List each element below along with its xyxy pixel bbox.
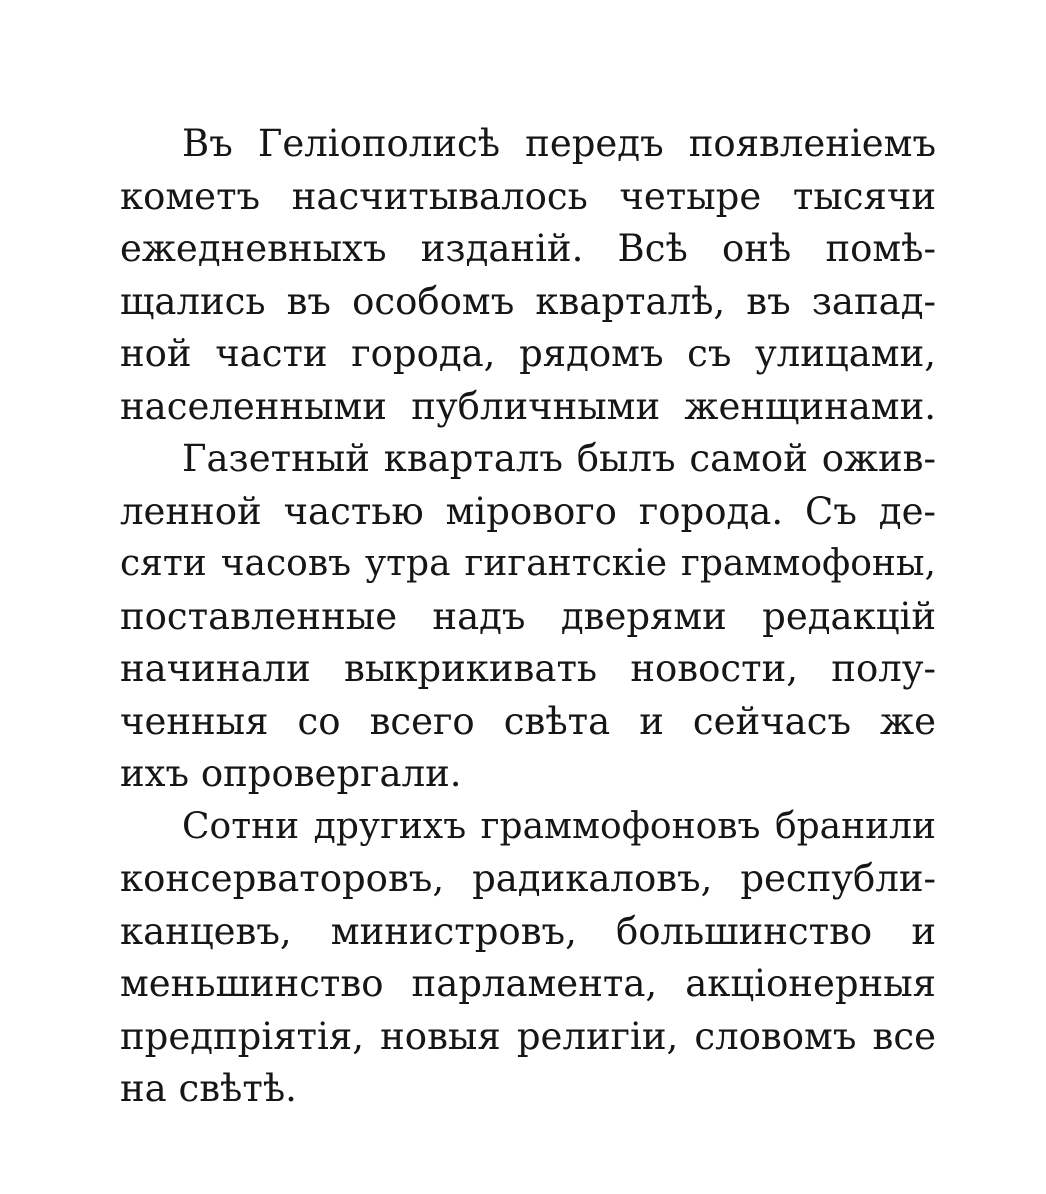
text-line: канцевъ, министровъ, большинство и <box>120 909 936 953</box>
text-line: ленной частью мірового города. Съ де- <box>120 489 936 533</box>
paragraph-1 <box>120 118 936 433</box>
text-line: Въ Геліополисѣ передъ появленіемъ <box>182 122 936 165</box>
text-line: консерваторовъ, радикаловъ, республи- <box>120 857 936 900</box>
text-line: щались въ особомъ кварталѣ, въ запад- <box>120 279 936 323</box>
text-line: начинали выкрикивать новости, полу- <box>120 647 936 690</box>
text-line: ежедневныхъ изданій. Всѣ онѣ помѣ- <box>120 227 936 270</box>
text-line: ной части города, рядомъ съ улицами, <box>120 332 936 375</box>
text-line: сяти часовъ утра гигантскіе граммофоны, <box>120 543 936 584</box>
text-line: поставленные надъ дверями редакцій <box>120 594 936 638</box>
text-line: Сотни другихъ граммофоновъ бранили <box>182 805 936 847</box>
paragraph-3 <box>120 801 936 1116</box>
text-line: населенными публичными женщинами. <box>120 384 936 428</box>
text-line: меньшинство парламента, акціонерныя <box>120 962 936 1005</box>
paragraph-2 <box>120 433 936 801</box>
text-line: Газетный кварталъ былъ самой ожив- <box>182 437 936 480</box>
text-body <box>120 118 936 1116</box>
text-line: ихъ опровергали. <box>120 752 462 795</box>
text-line: на свѣтѣ. <box>120 1067 297 1110</box>
text-line: предпріятія, новыя религіи, словомъ все <box>120 1014 936 1058</box>
text-line: кометъ насчитывалось четыре тысячи <box>120 174 936 218</box>
text-line: ченныя со всего свѣта и сейчасъ же <box>120 699 936 743</box>
